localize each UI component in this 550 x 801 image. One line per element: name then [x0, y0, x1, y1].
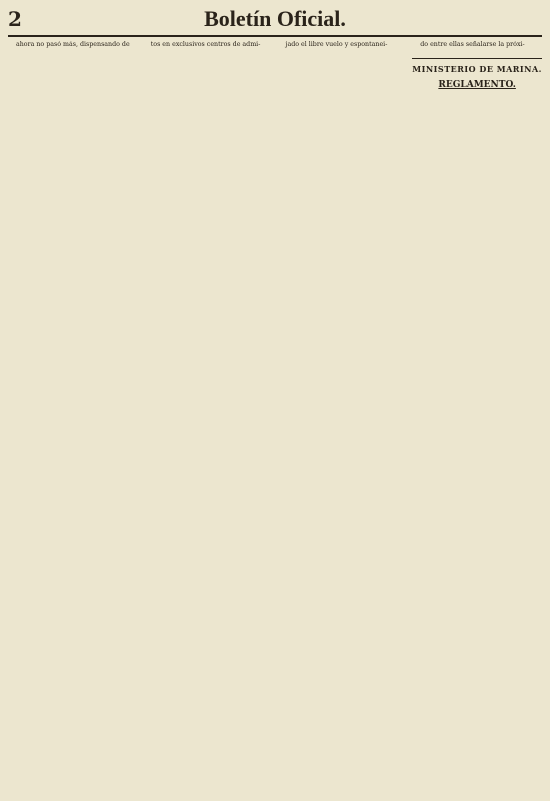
- column-3-text: jado el libre vuelo y espontanei-: [285, 41, 388, 48]
- section-rule: [412, 58, 542, 59]
- column-2: [143, 41, 273, 801]
- regulation-heading: REGLAMENTO.: [438, 79, 516, 90]
- column-1-text: ahora no pasó más, dispensando de: [16, 41, 130, 48]
- column-3: [278, 41, 408, 801]
- page-number: 2: [8, 7, 22, 31]
- column-4: [412, 41, 542, 801]
- text-columns: [8, 41, 542, 801]
- newspaper-title: Boletín Oficial.: [204, 6, 346, 31]
- column-1: [8, 41, 138, 801]
- masthead: [8, 6, 542, 37]
- ministry-heading: MINISTERIO DE MARINA.: [412, 63, 542, 74]
- column-2-text: tos en exclusivos centros de admi-: [150, 41, 261, 48]
- column-4-text: do entre ellas señalarse la próxi-: [420, 41, 525, 48]
